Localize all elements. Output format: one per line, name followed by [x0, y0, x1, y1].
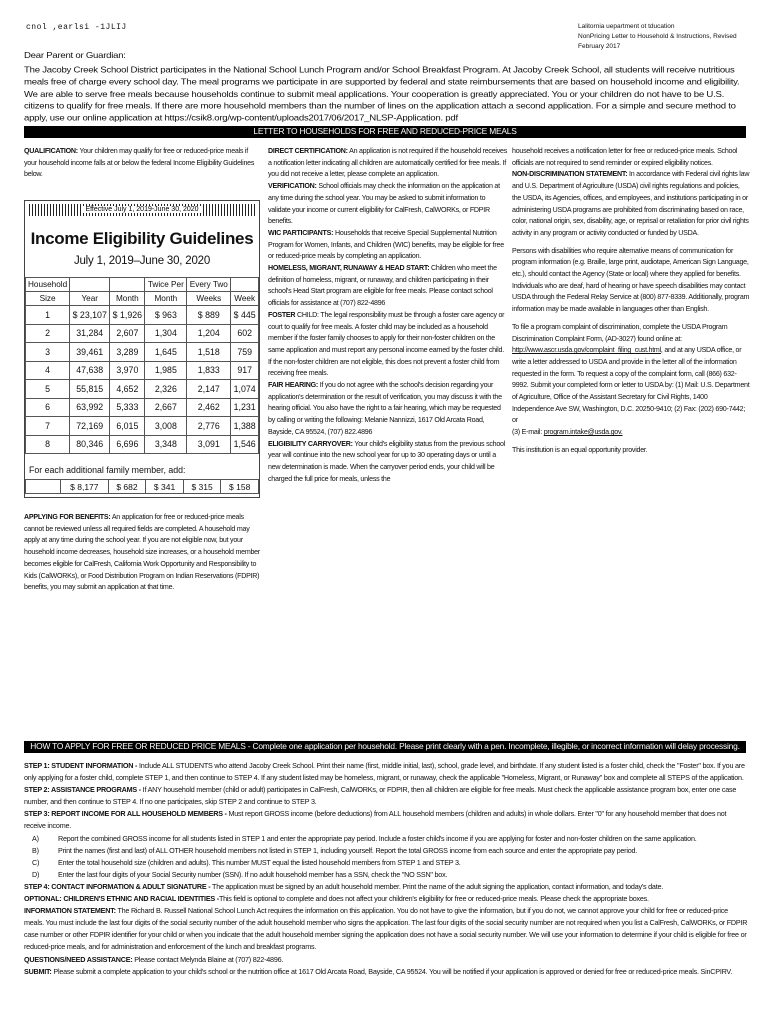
cell-month: 5,333: [110, 398, 145, 417]
cell-month: 6,015: [110, 417, 145, 436]
header-month: Month: [110, 292, 145, 306]
header-week: Week: [231, 292, 259, 306]
cell-week: 1,231: [231, 398, 259, 417]
step1-text: Include ALL STUDENTS who attend Jacoby Creek School. Print their name (first, middle initial, last), school, grade level, and birthdate. If any student listed is a foster child, check the "Foster" box. If you are only applying for a foster child, complete STEP 1, and then continue to STEP 4. If any student listed may be homeless, migrant, or runaway, check the applicable "Homeless, Migrant, or Runaway" box and complete all STEPS of the application.: [24, 761, 745, 783]
addl-twice: $ 341: [146, 480, 184, 494]
step3-list-item: [24, 845, 748, 857]
disabilities-paragraph: Persons with disabilities who require alternative means of communication for program information (e.g. Braille, large print, audiotape, American Sign Language, etc.), should contact the Agency (State or local) where they applied for benefits. Individuals who are deaf, hard of hearing or have speech disabilities may contact USDA through the Federal Relay Service at (800) 877-8339. Additionally, program information may be made available in languages other than English.: [512, 246, 750, 314]
department-header: [578, 22, 748, 52]
information-statement-heading: INFORMATION STATEMENT:: [24, 906, 116, 916]
header-year: Year: [70, 292, 110, 306]
cell-month: 6,696: [110, 435, 145, 454]
header-blank: [110, 278, 145, 292]
wic-text: Households that receive Special Supplemental Nutrition Program for Women, Infants, and Children (WIC) benefits, may be eligible for free or reduced-price meals by completing an application.: [268, 228, 504, 261]
header-household: Household: [26, 278, 70, 292]
list-marker: C): [32, 857, 40, 867]
wic-paragraph: [268, 228, 508, 263]
step1-heading: STEP 1: STUDENT INFORMATION -: [24, 761, 138, 770]
cell-two-weeks: 2,147: [187, 380, 231, 399]
header-weeks: Weeks: [187, 292, 231, 306]
qualification-paragraph: [24, 146, 262, 181]
cell-week: $ 445: [231, 306, 259, 325]
information-statement-text: The Richard B. Russell National School Lunch Act requires the information on this application. You do not have to give the information, but if you do not, we cannot approve your child for free or reduced-price meals. You must include the last four digits of the social security number of the adult household member who signs the application. The last four digits of the social security number are not required when you list a CalFresh, CalWORKs, or FDPIR case number or other FDPIR identifier for your child or when you indicate that the adult household member signing the application does not have a social security number. We will use your information to determine if your child is eligible for free or reduced-price meals, and for administration and enforcement of the lunch and breakfast programs.: [24, 906, 748, 952]
cell-twice-month: 1,645: [145, 343, 187, 362]
cell-twice-month: 1,985: [145, 361, 187, 380]
cell-year: 31,284: [70, 324, 110, 343]
cell-year: 47,638: [70, 361, 110, 380]
left-column: [24, 146, 262, 181]
cell-week: 759: [231, 343, 259, 362]
addl-month: $ 682: [108, 480, 146, 494]
left-column-lower: [24, 512, 262, 594]
cell-size: 8: [26, 435, 70, 454]
cell-size: 1: [26, 306, 70, 325]
cell-year: 55,815: [70, 380, 110, 399]
list-text: Report the combined GROSS income for all students listed in STEP 1 and enter the appropriate pay period. Include a foster child's income if you are applying for foster and non-foster children on the same application.: [58, 833, 697, 843]
direct-cert-paragraph: [268, 146, 508, 181]
department-name: Lalitornia uepartment ot tducation: [578, 23, 675, 30]
section-banner-how-to-apply: HOW TO APPLY FOR FREE OR REDUCED PRICE MEALS - Complete one application per household. Please print clearly with a pen. Incomplete, illegible, or incorrect information will delay processing.: [24, 741, 746, 753]
income-grid: [25, 277, 259, 454]
intro-paragraph: The Jacoby Creek School District participates in the National School Lunch Program and/or School Breakfast Program. At Jacoby Creek School, all students will receive nutritious meals free of charge every school day. The meal programs we participate in are supported by federal and state reimbursements that are based on household income and eligibility. We are able to serve free meals because households continue to submit meal applications. Your cooperation is greatly appreciated. You or your children do not have to be U.S. citizens to qualify for free meals. If there are more household members than the number of lines on the application attach a second application. For a simple and secure method to apply, use our online application at https://csik8.org/wp-content/uploads2017/06/2017_NLSP-Application. pdf: [24, 65, 740, 124]
cell-week: 917: [231, 361, 259, 380]
verification-text: School officials may check the information on the application at any time during the school year. You may be asked to submit information to validate your income or current eligibility for CalFresh, CalWORKs, or FDPIR benefits.: [268, 182, 500, 226]
cell-week: 602: [231, 324, 259, 343]
homeless-heading: HOMELESS, MIGRANT, RUNAWAY & HEAD START:: [268, 264, 430, 273]
complaint-text: To file a program complaint of discrimination, complete the USDA Program Discrimination Complaint Form, (AD-3027) found online at:: [512, 322, 728, 343]
cell-size: 7: [26, 417, 70, 436]
list-marker: B): [32, 845, 39, 855]
foster-text: CHILD: The legal responsibility must be through a foster care agency or court to qualify for free meals. A foster child may be included as a household member if the foster family chooses to apply for their non-foster children on the same application and must report any personal income earned by the foster child. If the non-foster children are not eligible, this does not prevent a foster child from receiving free meals.: [268, 310, 505, 378]
header-every-two: Every Two: [187, 278, 231, 292]
income-row: [26, 324, 259, 343]
header-twice-month: Month: [145, 292, 187, 306]
addl-blank: [26, 480, 61, 494]
income-row: [26, 306, 259, 325]
information-statement-paragraph: [24, 905, 748, 953]
step3-list-item: [24, 857, 748, 869]
cell-two-weeks: 1,204: [187, 324, 231, 343]
table-title: Income Eligibility Guidelines: [30, 229, 254, 248]
nondiscrimination-paragraph: [512, 169, 750, 239]
step4-heading: STEP 4: CONTACT INFORMATION & ADULT SIGNATURE -: [24, 881, 211, 891]
cell-two-weeks: 1,833: [187, 361, 231, 380]
cell-twice-month: 3,008: [145, 417, 187, 436]
cell-two-weeks: 2,462: [187, 398, 231, 417]
district-header: cnol ,earlsi -1JLIJ: [26, 23, 127, 32]
cell-size: 5: [26, 380, 70, 399]
optional-heading: OPTIONAL: CHILDREN'S ETHNIC AND RACIAL IDENTITIES -: [24, 894, 219, 904]
email-link[interactable]: program.intake@usda.gov.: [543, 428, 623, 437]
cell-two-weeks: $ 889: [187, 306, 231, 325]
optional-paragraph: [24, 893, 748, 905]
submit-heading: SUBMIT:: [24, 966, 52, 976]
cell-month: 3,289: [110, 343, 145, 362]
cell-two-weeks: 2,776: [187, 417, 231, 436]
cell-month: $ 1,926: [110, 306, 145, 325]
income-eligibility-table: [24, 200, 260, 498]
questions-paragraph: [24, 954, 748, 966]
income-row: [26, 380, 259, 399]
step2-heading: STEP 2: ASSISTANCE PROGRAMS -: [24, 785, 141, 795]
greeting: Dear Parent or Guardian:: [24, 50, 126, 61]
cell-twice-month: 1,304: [145, 324, 187, 343]
carryover-continued: household receives a notification letter for free or reduced-price meals. School officials are not required to send reminder or expired eligibility notices.: [512, 147, 738, 167]
additional-member-label: For each additional family member, add:: [29, 465, 186, 475]
effective-dates-banner: [29, 204, 255, 216]
verification-paragraph: [268, 181, 508, 228]
list-text: Enter the last four digits of your Social Security number (SSN). If no adult household member has a SSN, check the "NO SSN" box.: [58, 869, 448, 879]
cell-twice-month: 2,326: [145, 380, 187, 399]
form-revision: NonPricing Letter to Household & Instructions, Revised February 2017: [578, 33, 737, 50]
cell-week: 1,074: [231, 380, 259, 399]
carryover-text: Your child's eligibility status from the previous school year will continue into the new school year for up to 30 operating days or until a new determination is made. When the carryover period ends, your child will be charged the full price for meals, unless the: [268, 439, 506, 483]
carryover-heading: ELIGIBILITY CARRYOVER:: [268, 439, 353, 448]
addl-two-weeks: $ 315: [183, 480, 221, 494]
cell-week: 1,546: [231, 435, 259, 454]
homeless-text: Children who meet the definition of homeless, migrant, or runaway, and children participating in their school's Head Start program are eligible for free meals. Please contact school officials for assistance at (707) 822-4896: [268, 264, 497, 308]
wic-heading: WIC PARTICIPANTS:: [268, 228, 334, 237]
step3-list-item: [24, 833, 748, 845]
complaint-form-link[interactable]: http://www.ascr.usda.gov/complaint_filing_cust.html: [512, 346, 661, 355]
email-label: (3) E-mail:: [512, 428, 542, 437]
income-row: [26, 417, 259, 436]
income-row: [26, 398, 259, 417]
cell-year: 72,169: [70, 417, 110, 436]
step4-text: The application must be signed by an adult household member. Print the name of the adult signing the application, contact information, and today's date.: [212, 881, 664, 891]
applying-paragraph: [24, 512, 262, 594]
cell-month: 4,652: [110, 380, 145, 399]
cell-two-weeks: 1,518: [187, 343, 231, 362]
income-row: [26, 361, 259, 380]
header-blank: [231, 278, 259, 292]
cell-two-weeks: 3,091: [187, 435, 231, 454]
cell-week: 1,388: [231, 417, 259, 436]
income-row: [26, 435, 259, 454]
list-marker: D): [32, 869, 40, 879]
direct-cert-heading: DIRECT CERTIFICATION:: [268, 147, 348, 155]
step4-paragraph: [24, 881, 748, 893]
effective-dates-text: Effective July 1, 2019-June 30, 2020: [85, 206, 199, 213]
cell-year: 63,992: [70, 398, 110, 417]
list-marker: A): [32, 833, 39, 843]
qualification-heading: QUALIFICATION:: [24, 147, 78, 155]
step3-text: Must report GROSS income (before deductions) from ALL household members (children and adults) in whole dollars. Enter "0" for any household member that does not receive income.: [24, 809, 727, 831]
qualification-text: Your children may qualify for free or reduced-price meals if your household income falls at or below the federal Income Eligibility Guidelines below.: [24, 147, 255, 179]
nondiscrimination-heading: NON-DISCRIMINATION STATEMENT:: [512, 170, 628, 179]
foster-paragraph: [268, 310, 508, 380]
questions-heading: QUESTIONS/NEED ASSISTANCE:: [24, 954, 133, 964]
direct-cert-text: An application is not required if the household receives a notification letter indicating all children are automatically certified for free meals. If you did not receive a letter, please complete an application.: [268, 147, 508, 179]
fair-hearing-paragraph: [268, 380, 508, 439]
optional-text: This field is optional to complete and does not affect your children's eligibility for free or reduced-price meals. Please check the appropriate boxes.: [218, 894, 649, 904]
step3-list: [24, 833, 748, 881]
step3-paragraph: [24, 808, 748, 832]
fair-hearing-heading: FAIR HEARING:: [268, 381, 318, 390]
cell-twice-month: 3,348: [145, 435, 187, 454]
cell-twice-month: $ 963: [145, 306, 187, 325]
nondiscrimination-text: In accordance with Federal civil rights law and U.S. Department of Agriculture (USDA) civil rights regulations and policies, the USDA, its Agencies, offices, and employees, and institutions participating in or administering USDA programs are prohibited from discriminating based on race, color, national origin, sex, disability, age, or reprisal or retaliation for prior civil rights activity in any program or activity conducted or funded by USDA.: [512, 170, 750, 237]
cell-year: 39,461: [70, 343, 110, 362]
additional-member-row: [25, 479, 259, 494]
cell-size: 2: [26, 324, 70, 343]
right-column: [512, 146, 750, 457]
list-text: Enter the total household size (children and adults). This number MUST equal the listed household members from STEP 1 and STEP 3.: [58, 857, 461, 867]
step1-paragraph: [24, 760, 748, 784]
cell-size: 6: [26, 398, 70, 417]
submit-paragraph: [24, 966, 748, 978]
complaint-text-2: , and at any USDA office, or write a letter addressed to USDA and provide in the letter all of the information requested in the form. To request a copy of the complaint form, call (866) 632-9992. Submit your completed form or letter to USDA by: (1) Mail: U.S. Department of Agriculture, Office of the Assistant Secretary for Civil Rights, 1400 Independence Ave SW, Washington, D.C. 20250-9410; (2) Fax: (202) 690-7442; or: [512, 346, 750, 425]
step3-list-item: [24, 869, 748, 881]
step3-heading: STEP 3: REPORT INCOME FOR ALL HOUSEHOLD MEMBERS -: [24, 809, 227, 819]
applying-heading: APPLYING FOR BENEFITS:: [24, 513, 111, 521]
cell-size: 3: [26, 343, 70, 362]
email-line: [512, 427, 750, 439]
submit-text: Please submit a complete application to your child's school or the nutrition office at 1617 Old Arcata Road, Bayside, CA 95524. You will be notified if your application is approved or denied for free or reduced-price meals. SinCPIRV.: [53, 966, 733, 976]
cell-size: 4: [26, 361, 70, 380]
intro-letter: [24, 50, 746, 124]
step2-text: If ANY household member (child or adult) participates in CalFresh, CalWORKs, or FDPIR, then all children are eligible for free meals. Must check the applicable assistance program box, enter one case number, and then continue to STEP 4. If no one participates, skip STEP 2 and continue to STEP 3.: [24, 785, 737, 807]
cell-year: $ 23,107: [70, 306, 110, 325]
header-size: Size: [26, 292, 70, 306]
complaint-paragraph: [512, 322, 750, 427]
income-row: [26, 343, 259, 362]
verification-heading: VERIFICATION:: [268, 182, 317, 191]
cell-year: 80,346: [70, 435, 110, 454]
instructions-section: [24, 760, 748, 978]
table-dates: July 1, 2019–June 30, 2020: [73, 255, 211, 267]
addl-week: $ 158: [221, 480, 259, 494]
list-text: Print the names (first and last) of ALL OTHER household members not listed in STEP 1, including yourself. Report the total GROSS income from each source and enter the appropriate pay period.: [58, 845, 638, 855]
section-banner-letter: LETTER TO HOUSEHOLDS FOR FREE AND REDUCED-PRICE MEALS: [24, 126, 746, 138]
header-twice-per: Twice Per: [145, 278, 187, 292]
header-blank: [70, 278, 110, 292]
cell-month: 3,970: [110, 361, 145, 380]
homeless-paragraph: [268, 263, 508, 310]
step2-paragraph: [24, 784, 748, 808]
equal-opportunity-statement: This institution is an equal opportunity provider.: [512, 445, 648, 454]
cell-month: 2,607: [110, 324, 145, 343]
questions-text: Please contact Melynda Blaine at (707) 822-4896.: [134, 954, 284, 964]
applying-text: An application for free or reduced-price meals cannot be reviewed unless all required fields are completed. A household may apply at any time during the school year. If you are not eligible now, but your household income decreases, household size increases, or a household member becomes eligible for CalFresh, California Work Opportunity and Responsibility to Kids (CalWORKs), or Food Distribution Program on Indian Reservations (FDPIR) benefits, you may submit an application at that time.: [24, 513, 260, 592]
fair-hearing-text: If you do not agree with the school's decision regarding your application's determination or the result of verification, you may discuss it with the hearing official. You also have the right to a fair hearing, which may be requested by calling or writing the following: Melanie Nannizzi, 1617 Old Arcata Road, Bayside, CA 95524, (707) 822.4896: [268, 381, 502, 436]
cell-twice-month: 2,667: [145, 398, 187, 417]
carryover-paragraph: [268, 439, 508, 486]
foster-heading: FOSTER: [268, 310, 296, 319]
middle-column: [268, 146, 508, 485]
addl-year: $ 8,177: [61, 480, 109, 494]
